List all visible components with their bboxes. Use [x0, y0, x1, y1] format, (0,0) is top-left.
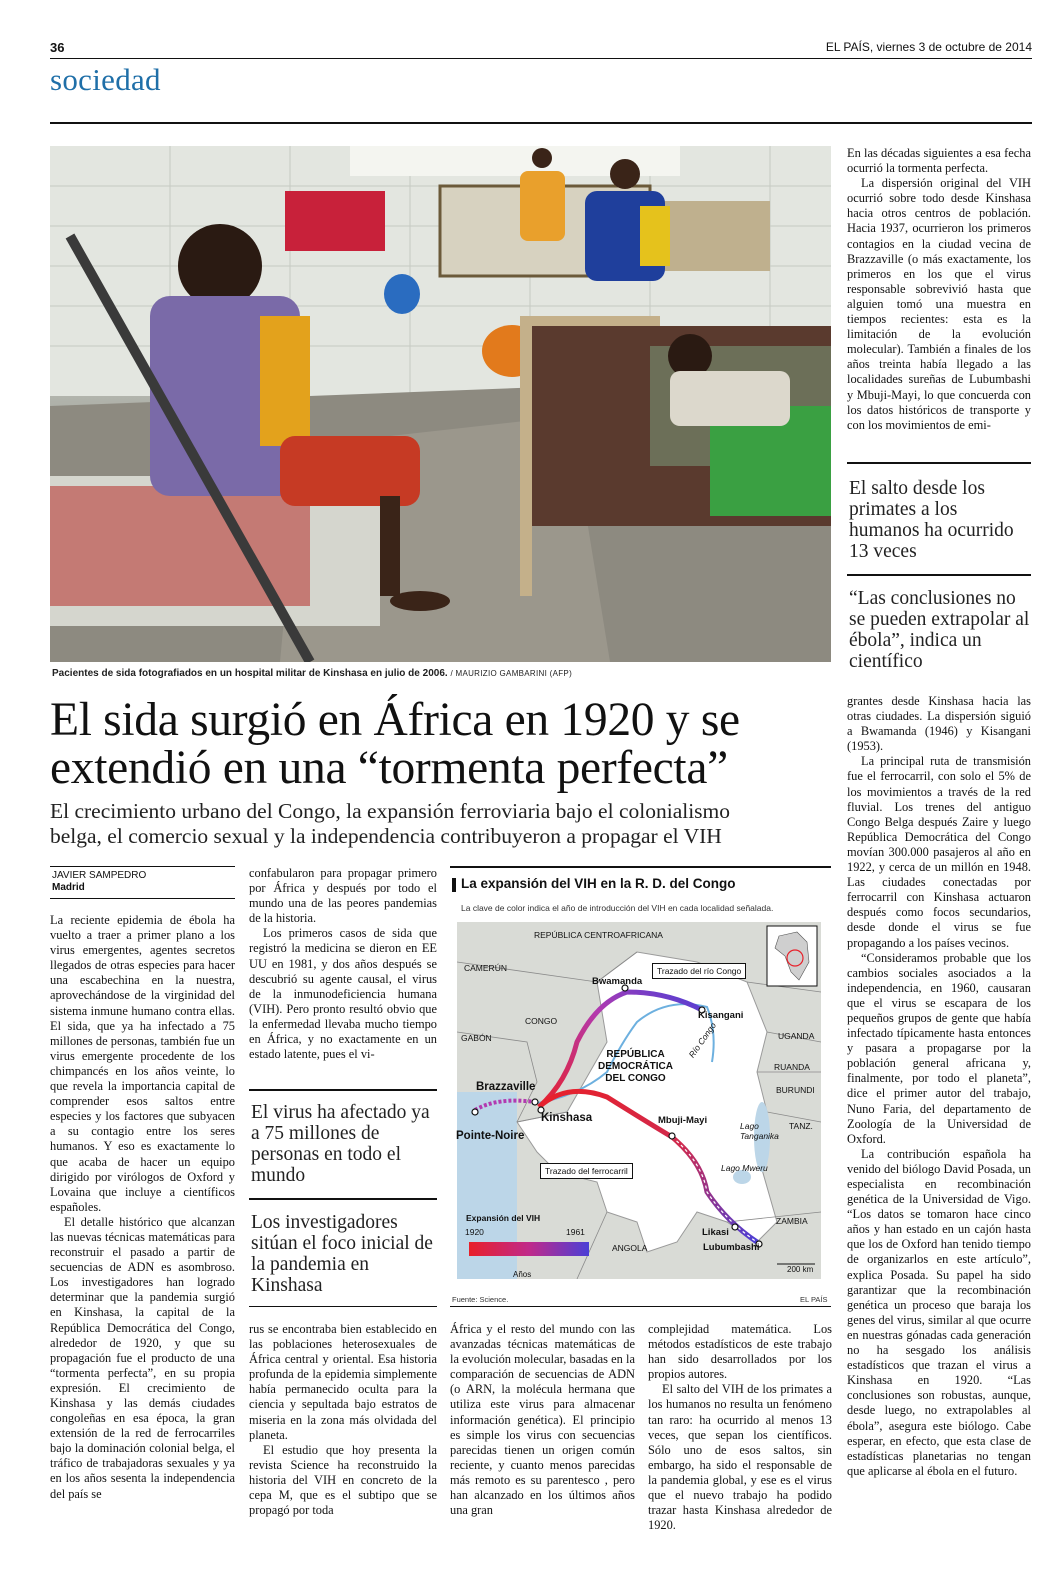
- map-label-uganda: UGANDA: [778, 1031, 815, 1041]
- headline-line-2: extendió en una “tormenta perfecta”: [50, 742, 728, 794]
- water-lago-tanganika-2: Tanganika: [740, 1131, 779, 1141]
- subheadline-line-2: belga, el comercio sexual y la independencia contribuyeron a propagar el VIH: [50, 824, 722, 848]
- right-bottom-p1: grantes desde Kinshasa hacia las otras ciudades. La dispersión siguió a Bwamanda (1946) y Kisangani (1953).: [847, 694, 1031, 754]
- map-label-car: REPÚBLICA CENTROAFRICANA: [534, 930, 663, 940]
- right-top-p1: En las décadas siguientes a esa fecha ocurrió la tormenta perfecta.: [847, 146, 1031, 176]
- col2-bottom-p1: rus se encontraba bien establecido en las poblaciones heterosexuales de África central y oriental. Esa historia profunda de la epidemia simplemente había permanecido oculta para la ciencia y sepultada bajo estratos de miseria en la zona más olvidada del planeta.: [249, 1322, 437, 1442]
- city-kisangani: Kisangani: [698, 1010, 744, 1021]
- map-bottom-rule: [450, 1306, 831, 1307]
- section-rule: [50, 122, 1032, 124]
- col4-bottom-p2: El salto del VIH de los primates a los humanos no resulta un fenómeno tan raro: ha ocurrido al menos 13 veces, que sepan los científicos. Sólo uno de esos saltos, sin embargo, ha sido el responsable de la pandemia global, y ese es el virus que el nuevo trabajo ha podido trazar hasta Kinshasa alrededor de 1920.: [648, 1382, 832, 1533]
- right-bottom-p3: “Consideramos probable que los cambios sociales asociados a la independencia, en 1960, causaran que el virus se escapara de los pequeños grupos de gente que había infectado típicamente hasta entonces y pasara a propagarse por la población general africana y, finalmente, por todo el planeta”, dice el primer autor del trabajo, Nuno Faria, del departamento de Zoología de la Universidad de Oxford.: [847, 950, 1031, 1146]
- city-pointe-noire: Pointe-Noire: [456, 1130, 525, 1142]
- city-bwamanda: Bwamanda: [592, 976, 643, 987]
- legend-end: 1961: [566, 1227, 585, 1237]
- subheadline-line-1: El crecimiento urbano del Congo, la expansión ferroviaria bajo el colonialismo: [50, 799, 731, 823]
- city-mbuji-mayi: Mbuji-Mayi: [658, 1115, 708, 1126]
- water-rio-congo: Río Congo: [686, 1020, 719, 1060]
- map-title: La expansión del VIH en la R. D. del Congo: [461, 876, 736, 891]
- sidebar-rule-1: [847, 462, 1031, 464]
- photo-caption-text: Pacientes de sida fotografiados en un hospital militar de Kinshasa en julio de 2006.: [52, 668, 448, 679]
- sidebar-quote-1: El salto desde los primates a los humanos ha ocurrido 13 veces: [849, 478, 1014, 562]
- legend-title: Expansión del VIH: [466, 1213, 541, 1223]
- pullquote-rule-2: [249, 1198, 437, 1200]
- column-1: [50, 913, 235, 1502]
- photo-caption: [52, 668, 572, 679]
- map-scale: 200 km: [787, 1265, 814, 1274]
- byline-author: JAVIER SAMPEDRO: [52, 870, 147, 881]
- map-source: Fuente: Science.: [452, 1295, 509, 1304]
- map-label-gabon: GABÓN: [461, 1033, 492, 1043]
- byline-rule-bottom: [50, 898, 235, 899]
- map-label-tanz: TANZ.: [789, 1121, 813, 1131]
- map-top-rule: [450, 866, 831, 868]
- map-label-rwanda: RUANDA: [774, 1062, 810, 1072]
- byline-rule: [50, 866, 235, 867]
- hospital-photo-illustration: [50, 146, 831, 662]
- byline-place: Madrid: [52, 882, 85, 893]
- page-number: 36: [50, 40, 65, 55]
- header-rule: [50, 58, 1032, 59]
- sidebar-quote-2: “Las conclusiones no se pueden extrapolar al ébola”, indica un científico: [849, 588, 1030, 672]
- callout-river: Trazado del río Congo: [652, 963, 746, 979]
- pull-quote-2: Los investigadores sitúan el foco inicial de la pandemia en Kinshasa: [251, 1212, 433, 1296]
- map-title-marker: [452, 878, 456, 892]
- map-label-burundi: BURUNDI: [776, 1085, 815, 1095]
- city-likasi: Likasi: [702, 1227, 729, 1238]
- date-line: EL PAÍS, viernes 3 de octubre de 2014: [825, 40, 1032, 54]
- col2-top-p2: Los primeros casos de sida que registró la medicina se dieron en EE UU en 1981, y dos años después se descubrió su agente causal, el virus de la inmunodeficiencia humana (VIH). Pero pronto resultó obvio que la enfermedad llevaba mucho tiempo en África, y no exactamente en un estado latente, pues el vi-: [249, 926, 437, 1062]
- map-brand: EL PAÍS: [800, 1295, 828, 1304]
- right-column-top: [847, 146, 1031, 433]
- right-bottom-p4: La contribución española ha venido del biólogo David Posada, un especialista en recombinación genética de la Universidad de Vigo. “Los datos se tomaron hace cinco años y han estado en un cajón hasta que los de Oxford han tenido tiempo de organizarlos en este artículo”, explica Posada. Su papel ha sido garantizar que la recombinación genética un proceso que baraja los genes del virus, similar al que ocurre en nuestras gónadas cada generación no ha sesgado los análisis estadísticos que trazan el virus a Kinshasa en 1920. “Las conclusiones son robustas, aunque, desde luego, no extrapolables al ébola”, asegura este biólogo. Cabe esperar, en efecto, que esta clase de estadísticas planetarias no tengan que aplicarse al ébola en el futuro.: [847, 1146, 1031, 1478]
- photo-credit: / MAURIZIO GAMBARINI (AFP): [450, 669, 573, 678]
- subheadline: [50, 799, 840, 849]
- map-label-zambia: ZAMBIA: [776, 1216, 808, 1226]
- map-label-drc: [598, 1049, 673, 1085]
- legend-start: 1920: [465, 1227, 484, 1237]
- col2-bottom-p2: El estudio que hoy presenta la revista Science ha reconstruido la historia del VIH en concreto de la cepa M, que es el subtipo que se propagó por toda: [249, 1442, 437, 1518]
- headline: [50, 696, 840, 792]
- map-label-drc-1: REPÚBLICA: [606, 1049, 665, 1060]
- right-column-bottom: [847, 694, 1031, 1479]
- map-label-drc-3: DEL CONGO: [605, 1073, 666, 1084]
- callout-rail: Trazado del ferrocarril: [540, 1163, 633, 1179]
- map-label-cameroon: CAMERÚN: [464, 963, 507, 973]
- city-brazzaville: Brazzaville: [476, 1081, 536, 1093]
- sidebar-rule-2: [847, 574, 1031, 576]
- legend-axis: Años: [513, 1270, 532, 1279]
- col1-p1: La reciente epidemia de ébola ha vuelto a traer a primer plano a los virus emergentes, agentes secretos llegados de otras especies para hacer una escabechina en la nuestra, aprovechándose de la virginidad del sistema inmune humano contra ellas. El sida, que ya ha infectado a 75 millones de personas, también fue un virus emergente procedente de los chimpancés en los años veinte, lo que revela la importancia capital de comprender esos saltos entre especies y los factores que subyacen a su contagio entre los seres humanos. Y eso es exactamente lo que acaba de hacer un equipo dirigido por virólogos de Oxford y Lovaina que incluye a científicos españoles.: [50, 913, 235, 1214]
- headline-line-1: El sida surgió en África en 1920 y se: [50, 694, 740, 746]
- hospital-photo: [50, 146, 831, 662]
- byline: [52, 870, 146, 894]
- water-lago-tanganika: [740, 1121, 779, 1141]
- map-label-drc-2: DEMOCRÁTICA: [598, 1061, 673, 1072]
- pull-quote-1: El virus ha afectado ya a 75 millones de personas en todo el mundo: [251, 1102, 430, 1186]
- map-label-congo: CONGO: [525, 1016, 558, 1026]
- column-2-top: [249, 866, 437, 1062]
- col1-p2: El detalle histórico que alcanzan las nuevas técnicas matemáticas para reconstruir el pasado a partir de secuencias de ADN es asombroso. Los investigadores han logrado determinar que la pandemia surgió en Kinshasa, la capital de la República Democrática del Congo, alrededor de 1920, y que su propagación fue el producto de una “tormenta perfecta”, en su propia expresión. El crecimiento de Kinshasa y las demás ciudades congoleñas en esa época, la gran extensión de la red de ferrocarriles bajo la dominación colonial belga, el tráfico de trabajadoras sexuales y ya en los años sesenta la independencia del país se: [50, 1214, 235, 1501]
- column-2-bottom: [249, 1322, 437, 1518]
- city-kinshasa: Kinshasa: [541, 1112, 593, 1124]
- water-lago-tanganika-1: Lago: [740, 1121, 759, 1131]
- right-top-p2: La dispersión original del VIH ocurrió sobre todo desde Kinshasa hacia otros centros de población. Hacia 1937, ocurrieron los primeros contagios en la ciudad vecina de Brazzaville (o más exactamente, los primeros en los que el virus responsable sobrevivió hasta que alguien tomó una muestra en tiempos recientes: esta es la limitación de la evolución molecular). También a finales de los años treinta había llegado a las localidades sureñas de Lubumbashi y Mbuji-Mayi, lo que concuerda con los datos históricos de transporte y con los movimientos de emi-: [847, 176, 1031, 432]
- col3-bottom-p1: África y el resto del mundo con las avanzadas técnicas matemáticas de la evolución molecular, basadas en la comparación de secuencias de ADN (o ARN, la molécula hermana que utiliza este virus para almacenar información genética). El principio es simple los virus con secuencias parecidas tienen un origen común reciente, y cuanto menos parecidas más remoto es su parentesco , pero han alcanzado en los últimos años una gran: [450, 1322, 635, 1518]
- section-title: sociedad: [50, 62, 161, 97]
- city-lubumbashi: Lubumbashi: [703, 1242, 760, 1253]
- map-subtitle: La clave de color indica el año de introducción del VIH en cada localidad señalada.: [461, 903, 774, 913]
- pullquote-rule-1: [249, 1089, 437, 1091]
- col4-bottom-p1: complejidad matemática. Los métodos estadísticos de este trabajo han sido desarrollados por los propios autores.: [648, 1322, 832, 1382]
- col2-bottom-rule: [249, 1306, 437, 1307]
- column-4-bottom: [648, 1322, 832, 1533]
- right-bottom-p2: La principal ruta de transmisión fue el ferrocarril, con solo el 5% de los movimientos a través de la red fluvial. Los trenes del antiguo Congo Belga después Zaire y luego República Democrática del Congo movían 300.000 pasajeros al año en 1922, y cerca de un millón en 1948. Las ciudades conectadas por ferrocarril con Kinshasa actuaron después como focos secundarios, desde donde el virus se fue propagando a los países vecinos.: [847, 754, 1031, 950]
- water-lago-mweru: Lago Mweru: [721, 1163, 768, 1173]
- col2-top-p1: confabularon para propagar primero por África y después por todo el mundo una de las peores pandemias de la historia.: [249, 866, 437, 926]
- column-3-bottom: [450, 1322, 635, 1518]
- map-label-angola: ANGOLA: [612, 1243, 648, 1253]
